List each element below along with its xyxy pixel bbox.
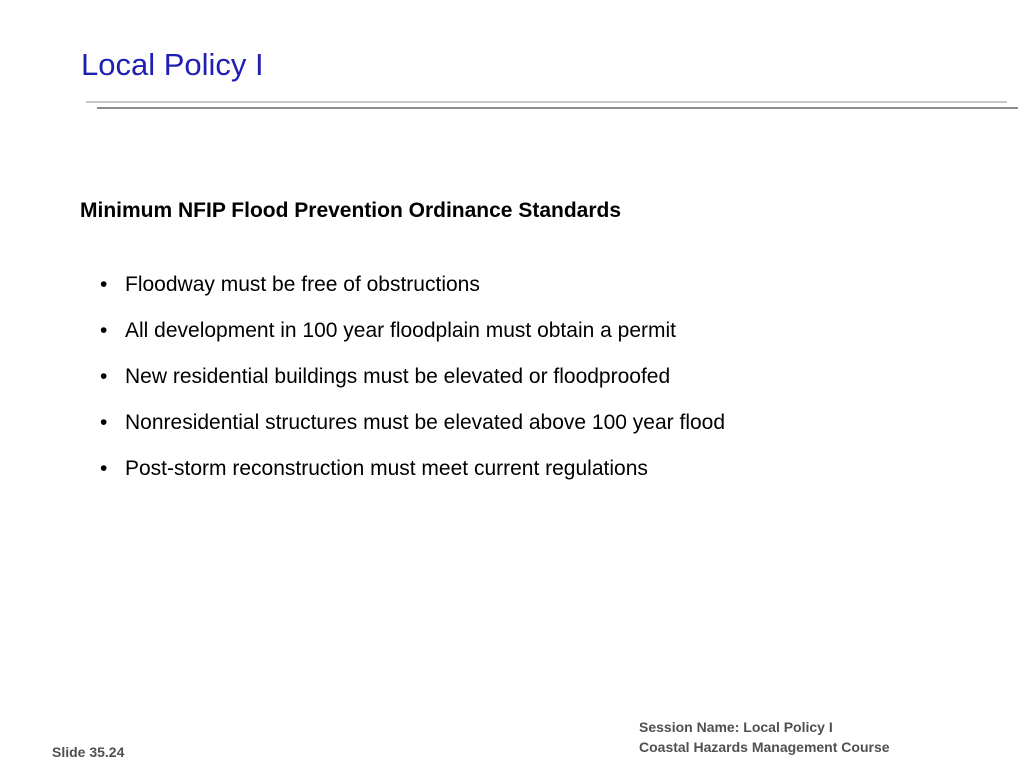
bullet-text: Nonresidential structures must be elevated above 100 year flood [125, 411, 726, 434]
session-info [639, 717, 890, 757]
slide-title: Local Policy I [81, 47, 264, 82]
bullet-text: Post-storm reconstruction must meet current regulations [125, 457, 648, 480]
bullet-icon: • [100, 411, 108, 434]
title-divider-lower [97, 107, 1018, 109]
session-name: Session Name: Local Policy I [639, 719, 833, 735]
bullet-item [100, 315, 725, 347]
bullet-icon: • [100, 273, 108, 296]
title-divider-upper [86, 101, 1007, 103]
bullet-text: Floodway must be free of obstructions [125, 273, 480, 296]
bullet-text: All development in 100 year floodplain must obtain a permit [125, 319, 676, 342]
bullet-item [100, 453, 725, 485]
slide-subtitle: Minimum NFIP Flood Prevention Ordinance Standards [80, 199, 622, 222]
slide-number: Slide 35.24 [52, 744, 125, 760]
bullet-item [100, 407, 725, 439]
bullet-item [100, 361, 725, 393]
bullet-icon: • [100, 365, 108, 388]
bullet-icon: • [100, 319, 108, 342]
bullet-text: New residential buildings must be elevated or floodproofed [125, 365, 671, 388]
bullet-item [100, 269, 725, 301]
course-name: Coastal Hazards Management Course [639, 739, 890, 755]
bullet-list [100, 269, 725, 499]
bullet-icon: • [100, 457, 108, 480]
